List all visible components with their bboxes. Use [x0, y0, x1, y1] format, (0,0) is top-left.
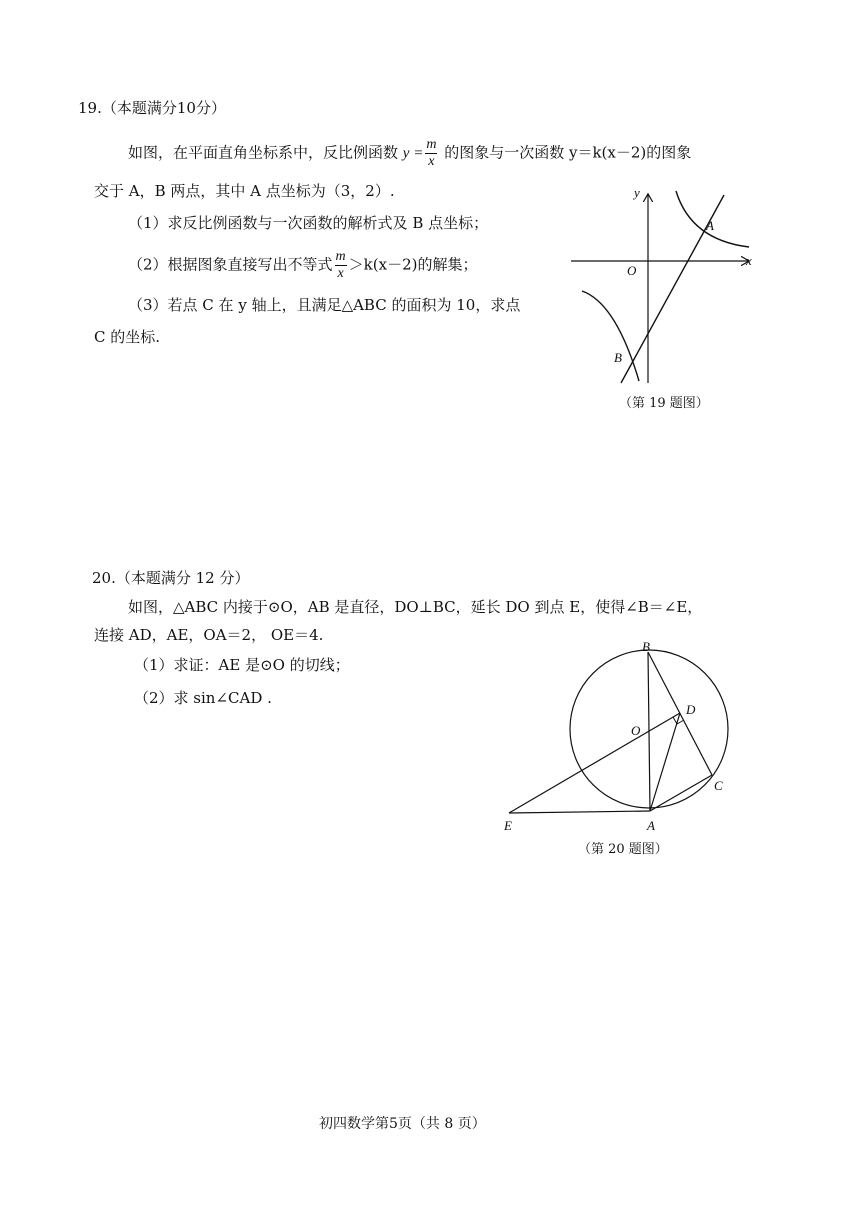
- label-point-a: A: [706, 218, 714, 233]
- segment-ea: [509, 811, 650, 813]
- q20-line2: 连接 AD，AE，OA＝2， OE＝4.: [94, 626, 324, 644]
- q19-part2-b: ＞k(x－2)的解集；: [348, 255, 478, 274]
- fraction-denominator: x: [337, 266, 344, 281]
- q19-intro-c: 的图象: [646, 143, 692, 162]
- q19-fraction-m-over-x: [425, 137, 437, 170]
- q19-fraction-m-over-x-2: [335, 249, 347, 282]
- label-y: y: [634, 185, 640, 200]
- page-footer: 初四数学第5页（共 8 页）: [319, 1116, 486, 1132]
- label-point-a: A: [647, 818, 655, 833]
- fraction-numerator: m: [426, 137, 437, 152]
- q20-header: 20.（本题满分 12 分）: [92, 569, 250, 587]
- label-point-b: B: [614, 350, 622, 365]
- fraction-denominator: x: [428, 154, 435, 169]
- q19-intro: [128, 137, 691, 170]
- label-x: x: [746, 253, 752, 268]
- q19-part3: （3）若点 C 在 y 轴上，且满足△ABC 的面积为 10，求点: [128, 296, 521, 314]
- q19-header: 19.（本题满分10分）: [78, 99, 226, 117]
- q20-part2: （2）求 sin∠CAD .: [134, 689, 272, 707]
- q19-figure: [566, 185, 766, 385]
- label-origin: O: [627, 263, 637, 278]
- q20-line1: 如图，△ABC 内接于⊙O，AB 是直径，DO⊥BC，延长 DO 到点 E，使得∠B＝∠E，: [128, 598, 703, 616]
- label-point-c: C: [714, 778, 723, 793]
- q19-part2: [128, 249, 477, 282]
- q20-figure-caption: （第 20 题图）: [578, 842, 668, 857]
- q20-part1: （1）求证：AE 是⊙O 的切线；: [134, 656, 350, 674]
- q19-y-eq: y =: [402, 145, 424, 162]
- q19-part1: （1）求反比例函数与一次函数的解析式及 B 点坐标；: [128, 214, 489, 232]
- q19-part3-cont: C 的坐标.: [94, 328, 161, 346]
- q19-line2: 交于 A，B 两点，其中 A 点坐标为（3，2）.: [94, 182, 395, 200]
- q19-part2-a: （2）根据图象直接写出不等式: [128, 255, 333, 274]
- label-point-o: O: [631, 723, 641, 738]
- hyperbola-lower-branch: [582, 291, 639, 381]
- q19-linear-fn: y＝k(x－2): [568, 143, 647, 162]
- q19-figure-caption: （第 19 题图）: [619, 396, 709, 411]
- q19-intro-a: 如图，在平面直角坐标系中，反比例函数: [128, 143, 403, 162]
- q20-figure: [500, 638, 760, 838]
- label-point-e: E: [504, 818, 512, 833]
- label-point-b: B: [642, 639, 650, 654]
- label-point-d: D: [686, 702, 696, 717]
- fraction-numerator: m: [335, 249, 346, 264]
- q19-intro-b: 的图象与一次函数: [439, 143, 569, 162]
